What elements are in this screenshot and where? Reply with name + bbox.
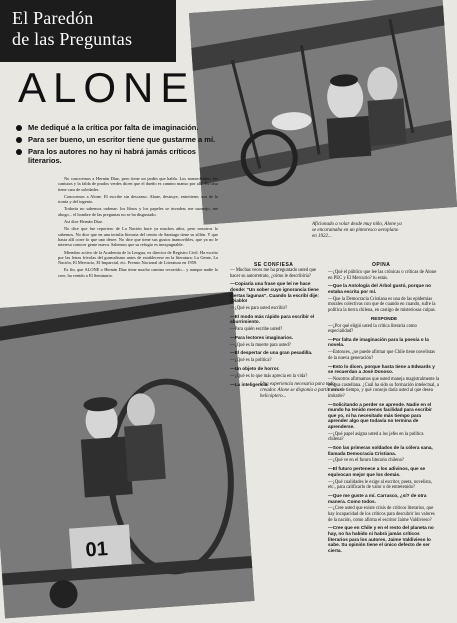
photo-airplane xyxy=(189,0,457,225)
intro-paragraph: No conocemos a Hernán Díaz, pero tiene un jardín que habla. Los nomeolvides, los cantutos y la falda de prados verdes dicen que el dueño es camino manso por allí. Es casa tiene cara de soledades. xyxy=(58,176,218,192)
interview-line: —¿Qué es la política? xyxy=(230,358,272,364)
interview-line: —El futuro pertenece a los adivinos, que se equivocan mejor que los demás. xyxy=(328,466,426,477)
main-title: ALONE xyxy=(18,64,196,111)
key-quote-item: Me dediqué a la crítica por falta de imaginación. xyxy=(16,123,226,132)
interview-line: —¿Qué el público que lee las crónicas o críticas de Alone en PEC y El Mercurio? tu estás. xyxy=(328,270,437,281)
interview-line: —Solicitando a perder se aprende. Nadie en el mundo ha tenido menos facilidad para escribir que yo, ni ha necesitado más tiempo para aprender algo que todavía no termina de aprenderse. xyxy=(328,401,432,429)
intro-paragraph: Todavía no sabemos ordenar: los libros y los papeles se invaden; me sumerjo, me ahogo... el hombre de las preguntas no se ha disgustado. xyxy=(58,206,218,217)
interview-line: —Para quién escribe usted? xyxy=(230,327,283,333)
caption-airplane: Aficionado a volar desde muy niño, Alone ya se encaramaba en un pintoresco aeroplano en 1922... xyxy=(312,222,402,239)
caption-helicopter: Una experiencia necesaria para todo creador. Alone se disponía a partir en un helicóptero... xyxy=(260,382,342,399)
interview-line: —Copiaría una frase que leí ne hace dosde: "Un sober cuyo ignorancia tiene ciertas lagunas". Cuando la escribí dije: ¡Diablo! xyxy=(230,281,319,304)
interview-line: —¿Qué cualidades le exige al escritor, poeta, novelista, etc., para calificarlo de valor o de entretenido? xyxy=(328,479,432,491)
interview-line: —Son las primeras soldados de la cólera sana, llamada Democracia Cristiana. xyxy=(328,445,433,456)
intro-paragraph: Miembro activo de la Academia de la Lengua, ex director de Registro Civil. Ha escrito por las letras frívolas del gurmalismo antes de establecerse en la literatura: La Gente, La Nación, El Mercurio, El Imparcial, etc. Premio Nacional de Literatura en 1959. xyxy=(58,249,218,266)
interview-line: —El despertar de una gran pesadilla. xyxy=(230,350,313,356)
interview-line: —Esto lo dicen, porque hasta tiene a Edwards y se recuerdan a José Donoso. xyxy=(328,363,435,375)
section-heading-responde: RESPONDE xyxy=(370,315,398,321)
intro-text xyxy=(58,176,218,278)
interview-line: —Que la Antología del Árbol gustó, porque no estaba escrita por mí. xyxy=(328,283,431,294)
intro-paragraph: Es fin, que ALONE o Hernán Díaz tiene mucho camino recorrido... y aunque nadie lo cree, ha venido a El Seminario. xyxy=(58,267,218,278)
interview-line: —Por falta de imaginación para la poesía o la novela. xyxy=(328,336,429,348)
interview-column-left xyxy=(230,268,322,389)
intro-paragraph: Así dice Hernán Díaz. xyxy=(64,219,104,225)
interview-line: —¿Cree usted que existe crisis de críticos literarios, que hay incapacidad de los críticos para descubrir los valores de la nación, como afirma el escritor Jaime Valdivieso? xyxy=(328,506,435,523)
photo-helicopter xyxy=(0,292,255,619)
interview-line: —Que la Democracia Cristiana es una de las epidemias morales colectivas con que de cuando en cuando, sufre la política la tierra chilena, en castigo de misteriosas culpas. xyxy=(328,296,436,313)
interview-line: —Un objeto de horror. xyxy=(230,366,280,371)
interview-line: —Para lectores imaginarios. xyxy=(230,334,294,340)
interview-line: — Muchas veces me ha preguntado usted que hacer su autorretrato, ¿cómo le describiría? xyxy=(230,268,317,279)
key-quotes-list xyxy=(16,123,226,168)
interview-line: —Nosotros afirmamos que usted maneja magistralmente la lengua castellana. ¿Cuál ha sido su formación intelectual, a través de tiempo, y qué consejo daría usted al que desea imitarle? xyxy=(328,377,440,399)
interview-line: —Entonces, ¿se puede afirmar que Chile tiene novelistas de la nueva generación? xyxy=(328,350,435,361)
interview-line: —¿Qué es para usted escribir? xyxy=(230,305,288,311)
interview-line: —Cree que en Chile y en el resto del planeta no hay, no ha habido ni habrá jamás críticos literarios para los autores. Jaime Valdivieso lo sabe. Su opinión tiene el único defecto de ser cierta. xyxy=(328,525,434,553)
header-line-2: de las Preguntas xyxy=(12,29,133,49)
interview-line: —¿Qué papel asigna usted a los jefes en la política chilena? xyxy=(328,431,424,443)
section-heading-opina: OPINA xyxy=(372,262,391,268)
key-quote-item: Para los autores no hay ni habrá jamás críticos literarios. xyxy=(16,147,226,165)
interview-line: —El modo más rápido para escribir el aburrimiento. xyxy=(230,313,315,325)
intro-paragraph: No dice que fue reportero de La Nación hace ya muchos años, pero nosotros lo sabemos. No dice que en una tertulia literaria del centro de Santiago tiene su sillón. Y que hasta allí corre lo que uno desee. No dice que tiene sus gustos inamovibles, que ya no le interesa conocer gente nueva. Sabemos que su refugio es inexpugnable. xyxy=(58,226,218,248)
key-quote-item: Para ser bueno, un escritor tiene que gustarme a mí. xyxy=(16,135,226,144)
svg-text:01: 01 xyxy=(84,538,109,562)
interview-line: —¿Qué es lo que más aprecia en la vida? xyxy=(230,373,308,379)
interview-line: —¿Por qué eligió usted la crítica literaria como especialidad? xyxy=(328,323,417,335)
interview-line: —¿Qué es la muerte para usted? xyxy=(230,342,291,348)
intro-paragraph: Conocemos a Alone. El escribe sin descanso. Abate, destruye, entretiene; usa de la ironía y del ingenio. xyxy=(58,193,218,205)
section-heading-confiesa: SE CONFIESA xyxy=(254,262,294,268)
interview-column-right xyxy=(328,270,440,556)
interview-line: —La inteligencia. xyxy=(230,381,269,387)
interview-line: —Que me guste a mí. Carrasco, ¿sí? de otra manera. Como todos. xyxy=(328,493,427,504)
interview-line: —¿Qué ve en el futuro literario chileno? xyxy=(328,458,405,464)
header-line-1: El Paredón xyxy=(12,8,94,28)
header-banner xyxy=(0,0,176,62)
airplane-illustration xyxy=(189,0,457,225)
helicopter-illustration xyxy=(0,292,255,619)
